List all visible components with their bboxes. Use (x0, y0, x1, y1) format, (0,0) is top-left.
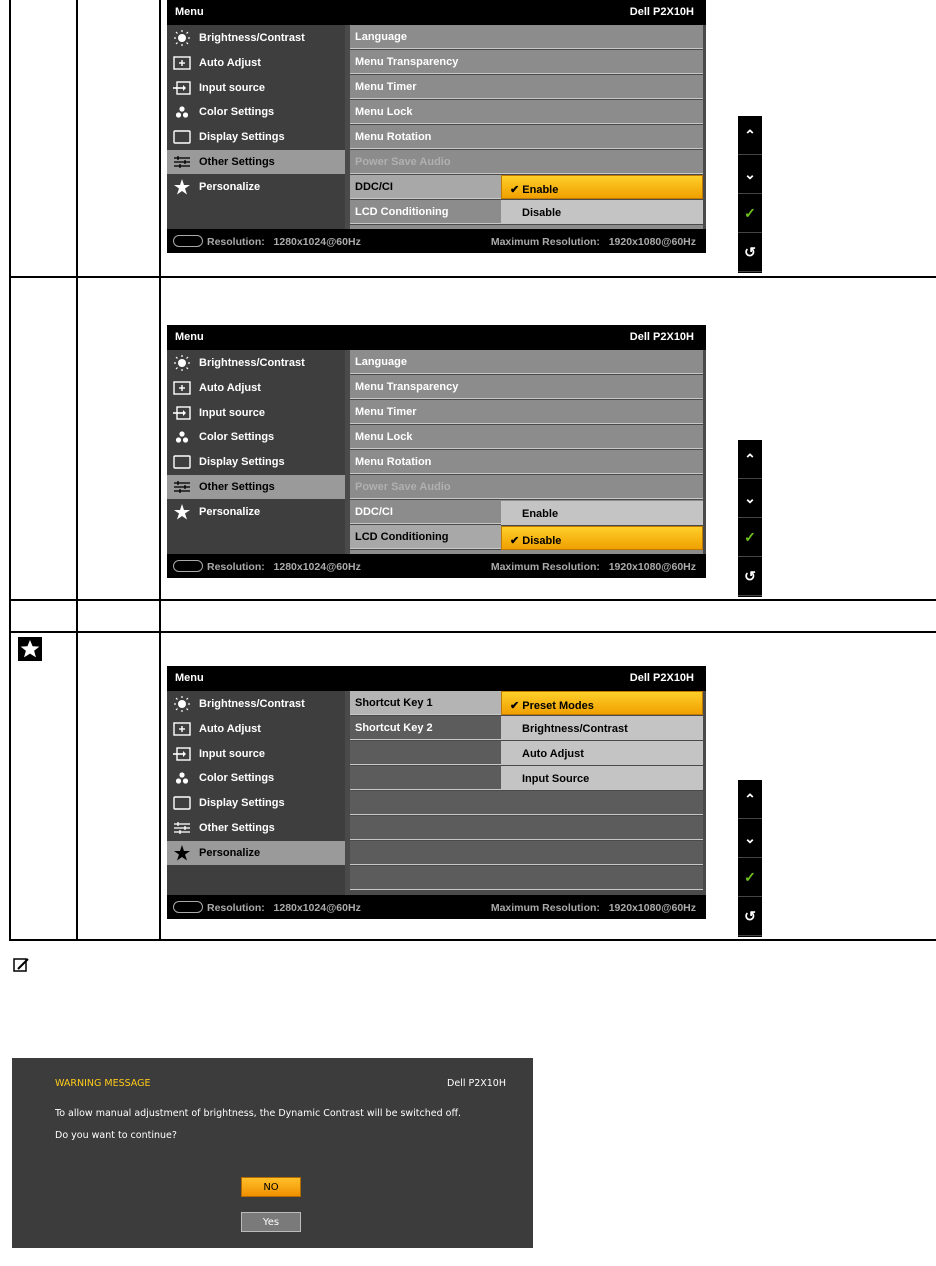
submenu-row[interactable] (350, 766, 501, 790)
check-icon: ✔ (510, 184, 520, 196)
menu-item-label: Auto Adjust (199, 381, 261, 394)
submenu-row[interactable] (350, 375, 703, 399)
submenu-row[interactable] (350, 150, 703, 174)
menu-item-brightness[interactable] (167, 26, 345, 50)
submenu-row-label: Power Save Audio (355, 156, 451, 168)
personalize-star-icon (18, 637, 42, 661)
submenu-row-label: Power Save Audio (355, 481, 451, 493)
yes-button[interactable]: Yes (241, 1212, 301, 1232)
table-column-divider (76, 0, 78, 941)
submenu-row-label: Language (355, 31, 407, 43)
submenu-row[interactable] (350, 841, 703, 865)
submenu-list (350, 350, 704, 554)
submenu-row[interactable] (350, 175, 501, 199)
submenu-row[interactable] (350, 50, 703, 74)
back-icon[interactable]: ↺ (738, 557, 762, 596)
menu-item-label: Color Settings (199, 431, 275, 444)
table-border (9, 0, 11, 941)
note-pencil-icon (13, 958, 31, 972)
max-resolution-value: 1920x1080@60Hz (608, 236, 696, 248)
submenu-row-label: Menu Timer (355, 406, 417, 418)
submenu-row[interactable] (350, 791, 703, 815)
menu-item-label: Input source (199, 747, 266, 760)
osd2-menu (167, 325, 706, 578)
warning-model: Dell P2X10H (447, 1078, 506, 1089)
menu-item-input[interactable] (167, 401, 345, 425)
submenu-row-label: Menu Rotation (355, 131, 432, 143)
down-icon[interactable]: ⌄ (738, 479, 762, 518)
menu-item-label: Auto Adjust (199, 722, 261, 735)
up-icon[interactable]: ⌃ (738, 780, 762, 819)
auto-adjust-icon (173, 55, 191, 71)
menu-item-label: Personalize (199, 846, 261, 859)
menu-item-label: Brightness/Contrast (199, 357, 305, 369)
submenu-row-label: LCD Conditioning (355, 206, 449, 218)
menu-item-input[interactable] (167, 742, 345, 766)
submenu-row-label: LCD Conditioning (355, 531, 449, 543)
option-item[interactable] (501, 741, 703, 765)
option-disable[interactable] (501, 200, 703, 224)
resolution-footer (167, 229, 706, 253)
star-icon (173, 179, 191, 195)
warning-dialog (12, 1058, 533, 1248)
submenu-row-label: Menu Lock (355, 106, 413, 118)
menu-item-input[interactable] (167, 76, 345, 100)
menu-item-auto[interactable] (167, 51, 345, 75)
table-row-divider (9, 631, 936, 633)
no-button[interactable]: NO (241, 1177, 301, 1197)
submenu-row[interactable] (350, 25, 703, 49)
submenu-row[interactable] (350, 425, 703, 449)
auto-adjust-icon (173, 721, 191, 737)
option-label: Disable (522, 535, 562, 547)
nav-button-bar (738, 440, 762, 597)
submenu-row-label: Menu Transparency (355, 56, 459, 68)
menu-item-personalize[interactable] (167, 841, 345, 865)
star-icon (173, 504, 191, 520)
resolution-label: Resolution: (207, 561, 265, 573)
submenu-row-label: Language (355, 356, 407, 368)
menu-item-color[interactable] (167, 100, 345, 124)
input-icon (173, 746, 191, 762)
osd-title-bar (167, 325, 706, 350)
submenu-row-label: DDC/CI (355, 181, 393, 193)
menu-item-label: Display Settings (199, 797, 285, 810)
warning-title: WARNING MESSAGE (55, 1078, 151, 1089)
sliders-icon (173, 479, 191, 495)
option-label: Auto Adjust (522, 748, 584, 760)
check-icon[interactable]: ✓ (738, 194, 762, 233)
color-dots-icon (173, 104, 191, 120)
menu-item-brightness[interactable] (167, 351, 345, 375)
menu-item-label: Other Settings (199, 156, 275, 168)
resolution-label: Resolution: (207, 236, 265, 248)
menu-item-color[interactable] (167, 425, 345, 449)
sliders-icon (173, 820, 191, 836)
max-resolution-label: Maximum Resolution: (490, 561, 600, 573)
submenu-row[interactable] (350, 716, 501, 740)
submenu-row-label: Menu Lock (355, 431, 413, 443)
option-label: Enable (522, 184, 559, 196)
main-menu-list (167, 350, 345, 554)
menu-item-color[interactable] (167, 766, 345, 790)
max-resolution-value: 1920x1080@60Hz (608, 902, 696, 914)
menu-item-other[interactable] (167, 475, 345, 499)
vga-connector-icon (173, 901, 203, 913)
osd3-menu (167, 666, 706, 919)
submenu-row[interactable] (350, 691, 501, 715)
table-row-divider (9, 276, 936, 278)
option-item[interactable] (501, 716, 703, 740)
submenu-row[interactable] (350, 125, 703, 149)
submenu-list (350, 691, 704, 895)
option-enable[interactable] (501, 501, 703, 525)
menu-item-display[interactable] (167, 125, 345, 149)
option-disable[interactable] (501, 526, 703, 550)
max-resolution-label: Maximum Resolution: (490, 902, 600, 914)
resolution-label: Resolution: (207, 902, 265, 914)
menu-item-label: Color Settings (199, 772, 275, 785)
table-row-divider (9, 939, 936, 941)
submenu-row[interactable] (350, 475, 703, 499)
nav-button-bar (738, 780, 762, 937)
color-dots-icon (173, 429, 191, 445)
back-icon[interactable]: ↺ (738, 233, 762, 272)
menu-item-label: Display Settings (199, 456, 285, 469)
submenu-row[interactable] (350, 525, 501, 549)
menu-item-other[interactable] (167, 150, 345, 174)
model-name: Dell P2X10H (629, 6, 694, 18)
star-icon (173, 845, 191, 861)
submenu-row[interactable] (350, 816, 703, 840)
warning-message: To allow manual adjustment of brightness, the Dynamic Contrast will be switched off. (55, 1108, 462, 1119)
vga-connector-icon (173, 235, 203, 247)
submenu-row-label: Menu Transparency (355, 381, 459, 393)
option-label: Preset Modes (522, 700, 594, 712)
submenu-row-label: Shortcut Key 1 (355, 697, 433, 709)
submenu-row-label: Menu Timer (355, 81, 417, 93)
display-icon (173, 454, 191, 470)
option-label: Brightness/Contrast (522, 723, 628, 735)
sun-icon (173, 30, 191, 46)
menu-title: Menu (175, 672, 204, 684)
menu-item-display[interactable] (167, 450, 345, 474)
model-name: Dell P2X10H (629, 672, 694, 684)
menu-item-label: Personalize (199, 180, 261, 193)
option-item[interactable] (501, 766, 703, 790)
menu-item-personalize[interactable] (167, 175, 345, 199)
submenu-row[interactable] (350, 450, 703, 474)
sun-icon (173, 696, 191, 712)
menu-item-label: Other Settings (199, 481, 275, 493)
menu-item-label: Brightness/Contrast (199, 32, 305, 44)
main-menu-list (167, 25, 345, 229)
submenu-row[interactable] (350, 400, 703, 424)
menu-item-label: Auto Adjust (199, 56, 261, 69)
menu-item-label: Other Settings (199, 822, 275, 834)
sun-icon (173, 355, 191, 371)
max-resolution-value: 1920x1080@60Hz (608, 561, 696, 573)
input-icon (173, 80, 191, 96)
submenu-list (350, 25, 704, 229)
menu-title: Menu (175, 6, 204, 18)
submenu-row[interactable] (350, 350, 703, 374)
resolution-footer (167, 554, 706, 578)
model-name: Dell P2X10H (629, 331, 694, 343)
display-icon (173, 795, 191, 811)
main-menu-list (167, 691, 345, 895)
menu-item-label: Input source (199, 81, 266, 94)
max-resolution-label: Maximum Resolution: (490, 236, 600, 248)
option-label: Enable (522, 508, 559, 520)
submenu-row[interactable] (350, 75, 703, 99)
table-column-divider (159, 0, 161, 941)
vga-connector-icon (173, 560, 203, 572)
menu-item-label: Color Settings (199, 106, 275, 119)
menu-item-auto[interactable] (167, 717, 345, 741)
up-icon[interactable]: ⌃ (738, 116, 762, 155)
option-label: Input Source (522, 773, 590, 785)
submenu-row-label: Menu Rotation (355, 456, 432, 468)
submenu-row-label: Shortcut Key 2 (355, 722, 433, 734)
resolution-value: 1280x1024@60Hz (273, 236, 361, 248)
down-icon[interactable]: ⌄ (738, 819, 762, 858)
nav-button-bar (738, 116, 762, 273)
menu-item-label: Personalize (199, 505, 261, 518)
resolution-footer (167, 895, 706, 919)
osd-title-bar (167, 0, 706, 25)
menu-item-display[interactable] (167, 791, 345, 815)
menu-item-label: Brightness/Contrast (199, 698, 305, 710)
input-icon (173, 405, 191, 421)
option-enable[interactable] (501, 175, 703, 199)
back-icon[interactable]: ↺ (738, 897, 762, 936)
display-icon (173, 129, 191, 145)
resolution-value: 1280x1024@60Hz (273, 902, 361, 914)
option-item[interactable] (501, 691, 703, 715)
down-icon[interactable]: ⌄ (738, 155, 762, 194)
check-icon: ✔ (510, 535, 520, 547)
option-label: Disable (522, 207, 562, 219)
menu-title: Menu (175, 331, 204, 343)
menu-item-label: Input source (199, 406, 266, 419)
submenu-row[interactable] (350, 741, 501, 765)
submenu-row[interactable] (350, 866, 703, 890)
warning-question: Do you want to continue? (55, 1130, 177, 1141)
menu-item-label: Display Settings (199, 131, 285, 144)
menu-item-brightness[interactable] (167, 692, 345, 716)
menu-item-auto[interactable] (167, 376, 345, 400)
check-icon: ✔ (510, 700, 520, 712)
auto-adjust-icon (173, 380, 191, 396)
color-dots-icon (173, 770, 191, 786)
up-icon[interactable]: ⌃ (738, 440, 762, 479)
resolution-value: 1280x1024@60Hz (273, 561, 361, 573)
submenu-row[interactable] (350, 100, 703, 124)
check-icon[interactable]: ✓ (738, 518, 762, 557)
table-row-divider (9, 599, 936, 601)
menu-item-personalize[interactable] (167, 500, 345, 524)
sliders-icon (173, 154, 191, 170)
check-icon[interactable]: ✓ (738, 858, 762, 897)
menu-item-other[interactable] (167, 816, 345, 840)
osd1-menu (167, 0, 706, 253)
osd-title-bar (167, 666, 706, 691)
submenu-row-label: DDC/CI (355, 506, 393, 518)
